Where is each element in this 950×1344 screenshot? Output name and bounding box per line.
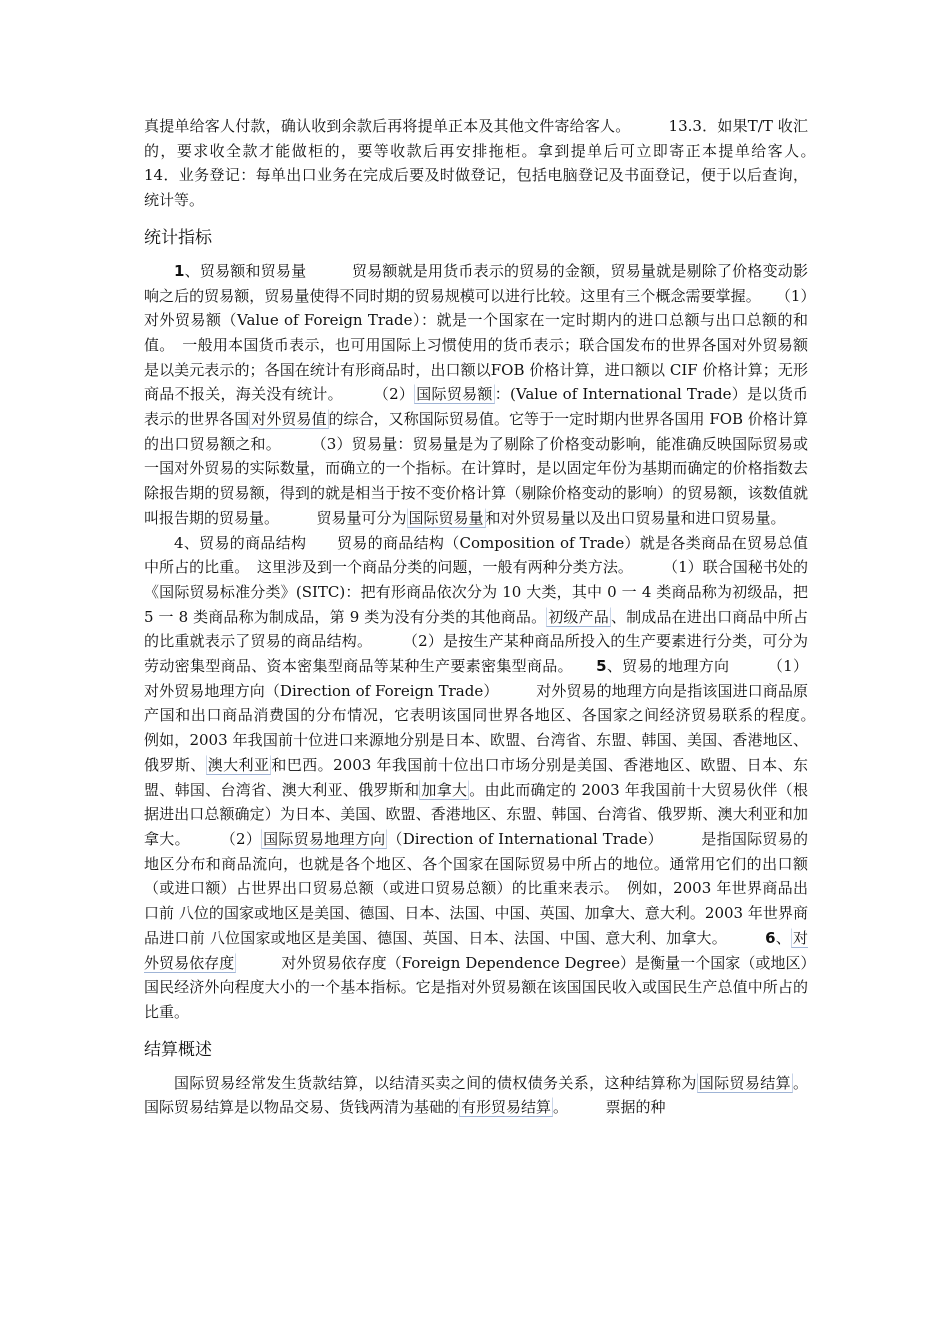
- paragraph-text: 和巴西。2003 年我国前十位出口市场分别是美国、香港地区、欧盟、日本、东盟、韩国、台湾省、澳大利亚、俄罗斯和: [144, 755, 808, 799]
- paragraph-text: 。由此而确定的 2003 年我国前十大贸易伙伴（根据进出口总额确定）为日本、美国、欧盟、香港地区、东盟、韩国、台湾省、俄罗斯、澳大利亚和加拿大。 （2）: [144, 780, 808, 848]
- item-number: 1: [174, 261, 185, 280]
- paragraph-text: 4、贸易的商品结构 贸易的商品结构（Composition of Trade）就是各类商品在贸易总值中所占的比重。 这里涉及到一个商品分类的问题，一般有两种分类方法。 （1）联合国秘书处的《国际贸易标准分类》(SITC)：把有形商品依次分为 10 大类，其中 0 一 4 类商品称为初级品，把 5 一 8 类商品称为制成品，第 9 类为没有分类的其他商品。: [144, 533, 808, 626]
- paragraph-text: 和对外贸易量以及出口贸易量和进口贸易量。: [485, 508, 786, 527]
- paragraph-commodity-structure: [144, 531, 839, 1025]
- paragraph-text: （Direction of International Trade） 是指国际贸易的地区分布和商品流向，也就是各个地区、各个国家在国际贸易中所占的地位。通常用它们的出口额（或进口额）占世界出口贸易总额（或进口贸易总额）的比重来表示。 例如，2003 年世界商品出口前 八位的国家或地区是美国、德国、日本、法国、中国、英国、加拿大、意大利。2003 年世界商品进口前 八位国家或地区是美国、德国、英国、日本、法国、中国、意大利、加拿大。: [144, 829, 809, 947]
- link-primary-products[interactable]: 初级产品: [548, 607, 609, 626]
- link-international-trade-volume[interactable]: 国际贸易量: [408, 508, 484, 527]
- paragraph-settlement: [144, 1071, 808, 1120]
- paragraph-export-procedure: [144, 114, 854, 213]
- paragraph-text: 。国际贸易结算是以物品交易、货钱两清为基础的: [144, 1073, 808, 1117]
- paragraph-text: ：(Value of International Trade）是以货币表示的世界各国: [144, 385, 808, 429]
- heading-settlement-overview: 结算概述: [144, 1039, 212, 1060]
- paragraph-text: 、制成品在进出口商品中所占的比重就表示了贸易的商品结构。 （2）是按生产某种商品所投入的生产要素进行分类，可分为劳动密集型商品、资本密集型商品等某种生产要素密集型商品。: [144, 607, 808, 676]
- link-international-trade-value[interactable]: 国际贸易额: [416, 385, 493, 404]
- link-international-trade-direction[interactable]: 国际贸易地理方向: [263, 829, 386, 848]
- paragraph-text: 国际贸易经常发生货款结算，以结清买卖之间的债权债务关系，这种结算称为: [174, 1073, 697, 1092]
- heading-statistics: 统计指标: [144, 227, 212, 248]
- paragraph-text: 。 票据的种: [553, 1098, 666, 1117]
- link-canada[interactable]: 加拿大: [421, 780, 468, 799]
- document-page: [144, 114, 854, 1120]
- link-foreign-trade-dependence[interactable]: 对外贸易依存度: [144, 928, 808, 972]
- link-foreign-trade-value[interactable]: 对外贸易值: [251, 410, 327, 429]
- item-number: 6: [765, 928, 776, 947]
- link-tangible-trade-settlement[interactable]: 有形贸易结算: [461, 1098, 552, 1117]
- paragraph-trade-volume: [144, 259, 808, 531]
- item-number: 5: [596, 657, 607, 676]
- link-australia[interactable]: 澳大利亚: [207, 755, 270, 774]
- link-international-trade-settlement[interactable]: 国际贸易结算: [698, 1073, 791, 1092]
- paragraph-text: 对外贸易依存度（Foreign Dependence Degree）是衡量一个国家（或地区）国民经济外向程度大小的一个基本指标。它是指对外贸易额在该国国民收入或国民生产总值中所占的比重。: [144, 953, 808, 1021]
- paragraph-text: 、贸易的地理方向 （1）对外贸易地理方向（Direction of Foreign Trade） 对外贸易的地理方向是指该国进口商品原产国和出口商品消费国的分布情况，它表明该国同世界各地区、各国家之间经济贸易联系的程度。 例如，2003 年我国前十位进口来源地分别是日本、欧盟、台湾省、东盟、韩国、美国、香港地区、俄罗斯、: [144, 657, 839, 774]
- paragraph-text: 、贸易额和贸易量 贸易额就是用货币表示的贸易的金额，贸易量就是剔除了价格变动影响之后的贸易额，贸易量使得不同时期的贸易规模可以进行比较。这里有三个概念需要掌握。 （1）对外贸易额（Value of Foreign Trade）：就是一个国家在一定时期内的进口总额与出口总额的和值。 一般用本国货币表示，也可用国际上习惯使用的货币表示；联合国发布的世界各国对外贸易额是以美元表示的；各国在统计有形商品时，出口额以FOB 价格计算，进口额以 CIF 价格计算；无形商品不报关，海关没有统计。 （2）: [144, 261, 808, 404]
- paragraph-text: 、: [775, 928, 791, 947]
- paragraph-text: 的综合，又称国际贸易值。它等于一定时期内世界各国用 FOB 价格计算的出口贸易额之和。 （3）贸易量：贸易量是为了剔除了价格变动影响，能准确反映国际贸易或一国对外贸易的实际数量，而确立的一个指标。在计算时，是以固定年份为基期而确定的价格指数去除报告期的贸易额，得到的就是相当于按不变价格计算（剔除价格变动的影响）的贸易额，该数值就叫报告期的贸易量。 贸易量可分为: [144, 410, 808, 527]
- paragraph-text: 真提单给客人付款，确认收到余款后再将提单正本及其他文件寄给客人。 13.3．如果T/T 收汇的，要求收全款才能做柜的，要等收款后再安排拖柜。拿到提单后可立即寄正本提单给客人。 14．业务登记：每单出口业务在完成后要及时做登记，包括电脑登记及书面登记，便于以后查询，统计等。: [144, 117, 854, 210]
